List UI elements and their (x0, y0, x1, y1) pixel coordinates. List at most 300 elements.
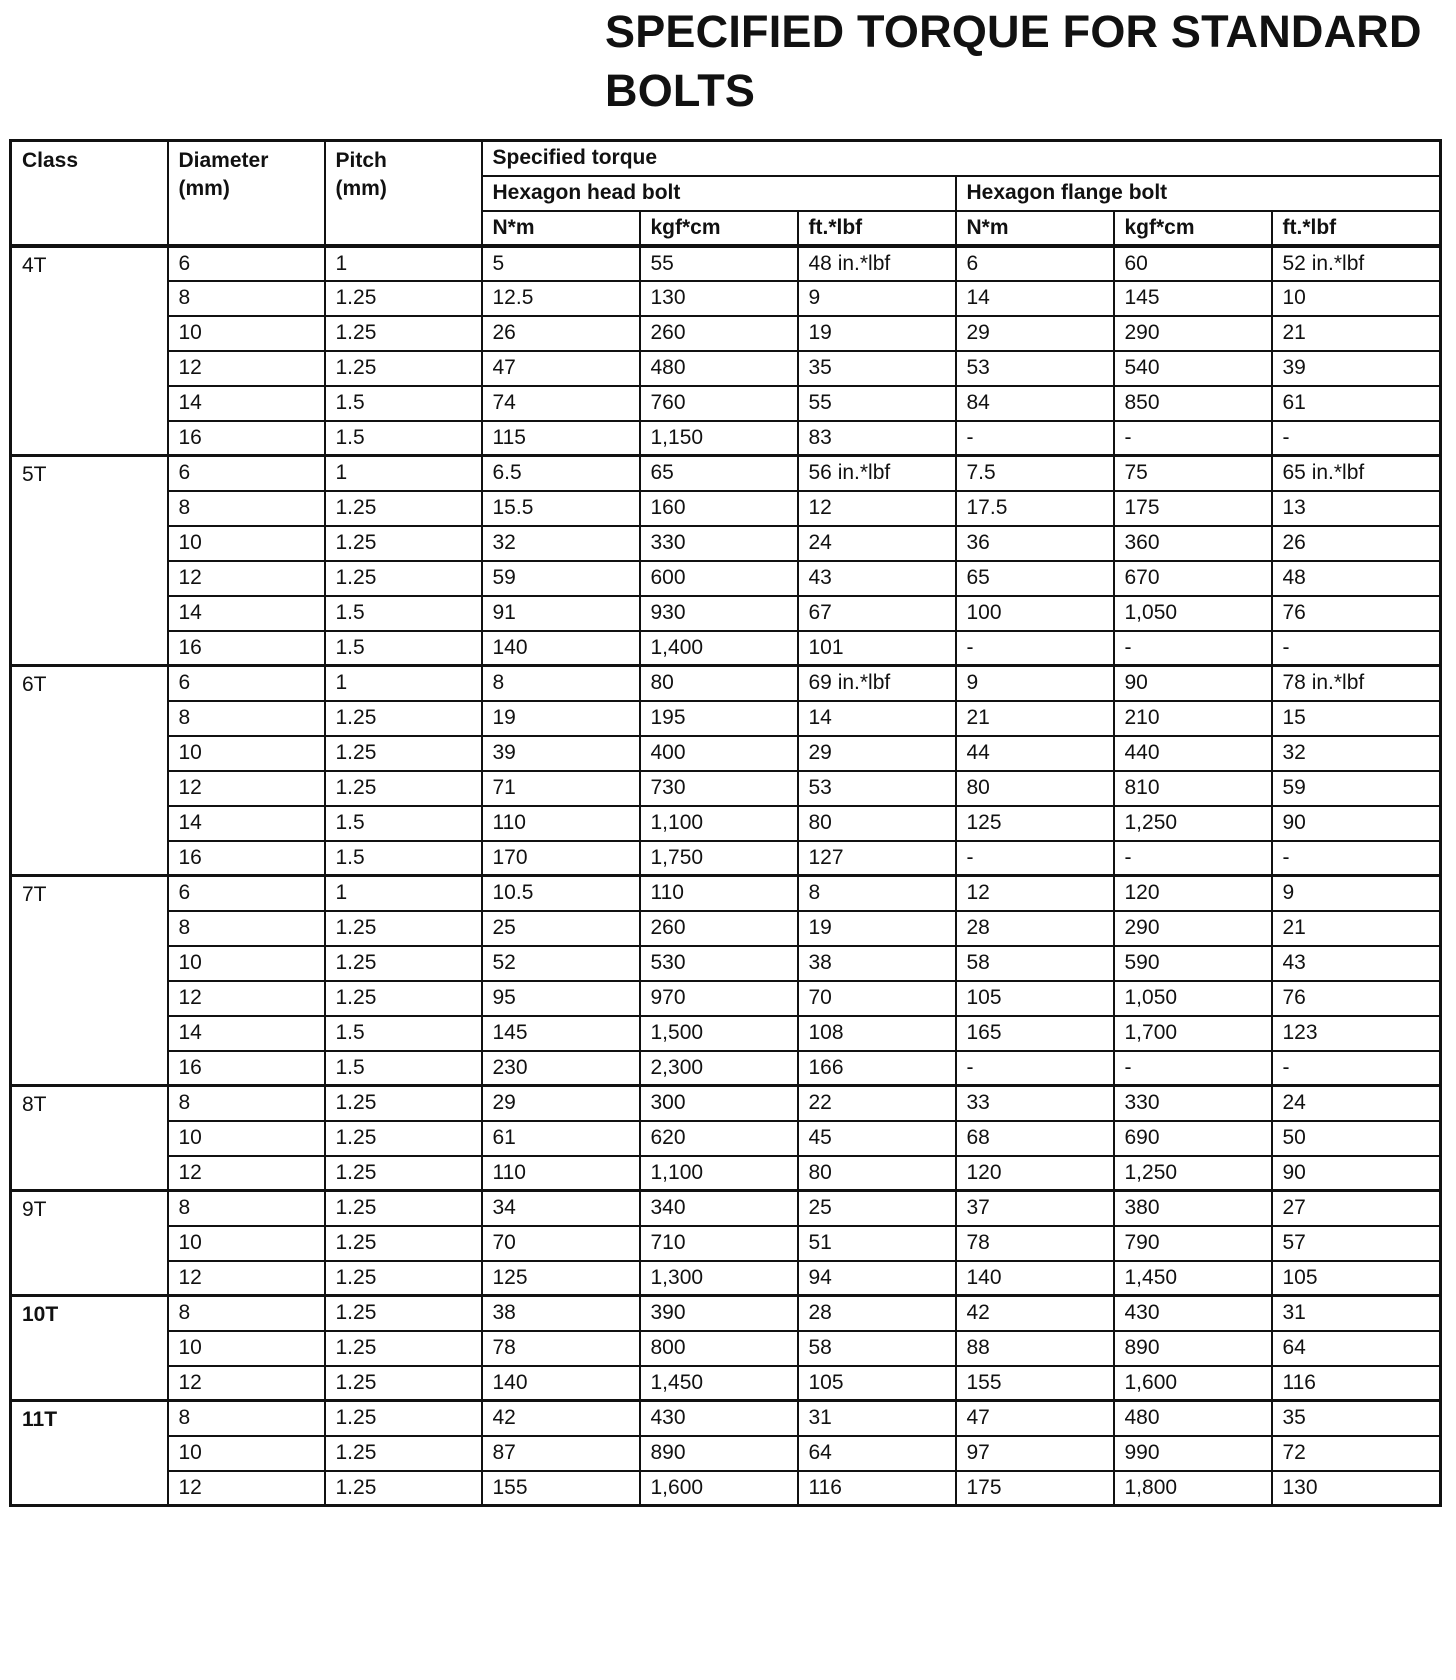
head-kgfcm-cell: 160 (640, 491, 798, 526)
pitch-cell: 1.25 (325, 316, 482, 351)
diameter-cell: 10 (168, 1331, 325, 1366)
flange-nm-cell: 68 (956, 1121, 1114, 1156)
flange-nm-cell: 58 (956, 946, 1114, 981)
table-row (11, 491, 1441, 526)
flange-kgfcm-cell: - (1114, 421, 1272, 456)
head-kgfcm-cell: 260 (640, 911, 798, 946)
table-row (11, 666, 1441, 701)
diameter-cell: 16 (168, 421, 325, 456)
flange-nm-cell: 28 (956, 911, 1114, 946)
head-ftlbf-cell: 69 in.*lbf (798, 666, 956, 701)
head-nm-cell: 115 (482, 421, 640, 456)
class-cell: 9T (11, 1191, 168, 1296)
head-nm-cell: 5 (482, 246, 640, 281)
flange-kgfcm-cell: 1,600 (1114, 1366, 1272, 1401)
flange-ftlbf-cell: 31 (1272, 1296, 1441, 1331)
diameter-cell: 12 (168, 1261, 325, 1296)
diameter-cell: 14 (168, 596, 325, 631)
head-kgfcm-cell: 80 (640, 666, 798, 701)
diameter-cell: 14 (168, 806, 325, 841)
head-kgfcm-cell: 480 (640, 351, 798, 386)
flange-ftlbf-cell: 15 (1272, 701, 1441, 736)
table-row (11, 1121, 1441, 1156)
pitch-cell: 1.5 (325, 631, 482, 666)
flange-kgfcm-cell: 590 (1114, 946, 1272, 981)
diameter-cell: 8 (168, 1401, 325, 1436)
pitch-cell: 1.25 (325, 491, 482, 526)
table-row (11, 1331, 1441, 1366)
head-kgfcm-cell: 2,300 (640, 1051, 798, 1086)
flange-ftlbf-cell: 76 (1272, 981, 1441, 1016)
flange-kgfcm-cell: 850 (1114, 386, 1272, 421)
head-kgfcm-cell: 400 (640, 736, 798, 771)
head-kgfcm-cell: 930 (640, 596, 798, 631)
head-nm-cell: 145 (482, 1016, 640, 1051)
head-ftlbf-cell: 35 (798, 351, 956, 386)
diameter-cell: 14 (168, 1016, 325, 1051)
head-kgfcm-cell: 530 (640, 946, 798, 981)
head-nm-cell: 87 (482, 1436, 640, 1471)
header-unit-flange-ftlbf: ft.*lbf (1272, 211, 1441, 246)
table-row (11, 1436, 1441, 1471)
table-row (11, 1051, 1441, 1086)
flange-nm-cell: 155 (956, 1366, 1114, 1401)
diameter-cell: 8 (168, 491, 325, 526)
flange-nm-cell: 14 (956, 281, 1114, 316)
pitch-cell: 1 (325, 876, 482, 911)
head-nm-cell: 47 (482, 351, 640, 386)
flange-ftlbf-cell: 48 (1272, 561, 1441, 596)
table-row (11, 351, 1441, 386)
flange-nm-cell: 97 (956, 1436, 1114, 1471)
head-kgfcm-cell: 1,500 (640, 1016, 798, 1051)
head-ftlbf-cell: 94 (798, 1261, 956, 1296)
torque-table (9, 139, 1442, 1507)
class-cell: 7T (11, 876, 168, 1086)
pitch-cell: 1 (325, 246, 482, 281)
flange-nm-cell: 36 (956, 526, 1114, 561)
flange-ftlbf-cell: 105 (1272, 1261, 1441, 1296)
diameter-cell: 8 (168, 701, 325, 736)
flange-nm-cell: 88 (956, 1331, 1114, 1366)
header-pitch (325, 141, 482, 246)
header-hexagon-flange-bolt: Hexagon flange bolt (956, 176, 1441, 211)
pitch-cell: 1.25 (325, 1261, 482, 1296)
pitch-cell: 1.25 (325, 1121, 482, 1156)
head-ftlbf-cell: 24 (798, 526, 956, 561)
diameter-cell: 10 (168, 1226, 325, 1261)
pitch-cell: 1.25 (325, 281, 482, 316)
head-kgfcm-cell: 55 (640, 246, 798, 281)
flange-nm-cell: 53 (956, 351, 1114, 386)
flange-kgfcm-cell: 790 (1114, 1226, 1272, 1261)
head-kgfcm-cell: 1,600 (640, 1471, 798, 1506)
class-cell: 4T (11, 246, 168, 456)
head-kgfcm-cell: 710 (640, 1226, 798, 1261)
flange-ftlbf-cell: 52 in.*lbf (1272, 246, 1441, 281)
flange-kgfcm-cell: 1,700 (1114, 1016, 1272, 1051)
pitch-cell: 1.25 (325, 1226, 482, 1261)
diameter-cell: 16 (168, 1051, 325, 1086)
head-nm-cell: 29 (482, 1086, 640, 1121)
head-ftlbf-cell: 55 (798, 386, 956, 421)
table-row (11, 841, 1441, 876)
class-cell: 6T (11, 666, 168, 876)
table-row (11, 1401, 1441, 1436)
flange-nm-cell: 21 (956, 701, 1114, 736)
flange-kgfcm-cell: - (1114, 631, 1272, 666)
flange-ftlbf-cell: 59 (1272, 771, 1441, 806)
head-ftlbf-cell: 64 (798, 1436, 956, 1471)
head-ftlbf-cell: 56 in.*lbf (798, 456, 956, 491)
table-row (11, 1261, 1441, 1296)
pitch-cell: 1.25 (325, 526, 482, 561)
diameter-cell: 12 (168, 981, 325, 1016)
head-nm-cell: 12.5 (482, 281, 640, 316)
head-ftlbf-cell: 25 (798, 1191, 956, 1226)
head-ftlbf-cell: 58 (798, 1331, 956, 1366)
flange-nm-cell: 42 (956, 1296, 1114, 1331)
header-specified-torque: Specified torque (482, 141, 1441, 176)
flange-ftlbf-cell: 65 in.*lbf (1272, 456, 1441, 491)
diameter-cell: 14 (168, 386, 325, 421)
diameter-cell: 12 (168, 1366, 325, 1401)
table-row (11, 386, 1441, 421)
head-kgfcm-cell: 260 (640, 316, 798, 351)
head-ftlbf-cell: 80 (798, 1156, 956, 1191)
diameter-cell: 12 (168, 1156, 325, 1191)
diameter-cell: 6 (168, 246, 325, 281)
head-kgfcm-cell: 430 (640, 1401, 798, 1436)
diameter-cell: 12 (168, 351, 325, 386)
pitch-cell: 1.25 (325, 1366, 482, 1401)
flange-nm-cell: 9 (956, 666, 1114, 701)
head-ftlbf-cell: 19 (798, 911, 956, 946)
flange-nm-cell: - (956, 421, 1114, 456)
table-row (11, 1471, 1441, 1506)
diameter-cell: 8 (168, 1191, 325, 1226)
flange-ftlbf-cell: 43 (1272, 946, 1441, 981)
pitch-cell: 1 (325, 666, 482, 701)
flange-nm-cell: 29 (956, 316, 1114, 351)
table-row (11, 1296, 1441, 1331)
flange-nm-cell: 37 (956, 1191, 1114, 1226)
flange-ftlbf-cell: 64 (1272, 1331, 1441, 1366)
pitch-cell: 1.5 (325, 1051, 482, 1086)
head-ftlbf-cell: 127 (798, 841, 956, 876)
head-kgfcm-cell: 600 (640, 561, 798, 596)
flange-nm-cell: 17.5 (956, 491, 1114, 526)
diameter-cell: 10 (168, 1436, 325, 1471)
pitch-cell: 1.25 (325, 1086, 482, 1121)
flange-kgfcm-cell: 670 (1114, 561, 1272, 596)
pitch-cell: 1.25 (325, 561, 482, 596)
flange-nm-cell: 47 (956, 1401, 1114, 1436)
flange-kgfcm-cell: 210 (1114, 701, 1272, 736)
diameter-cell: 10 (168, 316, 325, 351)
pitch-cell: 1.25 (325, 1331, 482, 1366)
head-ftlbf-cell: 108 (798, 1016, 956, 1051)
head-nm-cell: 170 (482, 841, 640, 876)
table-row (11, 1016, 1441, 1051)
flange-kgfcm-cell: 440 (1114, 736, 1272, 771)
flange-nm-cell: 7.5 (956, 456, 1114, 491)
flange-kgfcm-cell: 330 (1114, 1086, 1272, 1121)
head-ftlbf-cell: 116 (798, 1471, 956, 1506)
class-cell: 10T (11, 1296, 168, 1401)
pitch-cell: 1.25 (325, 701, 482, 736)
head-nm-cell: 78 (482, 1331, 640, 1366)
flange-kgfcm-cell: 380 (1114, 1191, 1272, 1226)
flange-kgfcm-cell: - (1114, 841, 1272, 876)
head-nm-cell: 71 (482, 771, 640, 806)
pitch-cell: 1.25 (325, 1471, 482, 1506)
flange-kgfcm-cell: 360 (1114, 526, 1272, 561)
head-nm-cell: 59 (482, 561, 640, 596)
diameter-cell: 6 (168, 876, 325, 911)
head-kgfcm-cell: 340 (640, 1191, 798, 1226)
table-row (11, 1366, 1441, 1401)
head-nm-cell: 32 (482, 526, 640, 561)
diameter-cell: 10 (168, 1121, 325, 1156)
table-row (11, 981, 1441, 1016)
table-row (11, 631, 1441, 666)
head-ftlbf-cell: 53 (798, 771, 956, 806)
flange-kgfcm-cell: 120 (1114, 876, 1272, 911)
head-ftlbf-cell: 14 (798, 701, 956, 736)
table-row (11, 596, 1441, 631)
head-kgfcm-cell: 1,400 (640, 631, 798, 666)
diameter-cell: 8 (168, 1086, 325, 1121)
diameter-cell: 12 (168, 561, 325, 596)
flange-kgfcm-cell: 890 (1114, 1331, 1272, 1366)
head-nm-cell: 91 (482, 596, 640, 631)
flange-kgfcm-cell: 810 (1114, 771, 1272, 806)
head-kgfcm-cell: 890 (640, 1436, 798, 1471)
flange-nm-cell: 80 (956, 771, 1114, 806)
flange-kgfcm-cell: 75 (1114, 456, 1272, 491)
head-nm-cell: 34 (482, 1191, 640, 1226)
head-ftlbf-cell: 45 (798, 1121, 956, 1156)
head-kgfcm-cell: 760 (640, 386, 798, 421)
head-kgfcm-cell: 1,150 (640, 421, 798, 456)
flange-ftlbf-cell: 50 (1272, 1121, 1441, 1156)
header-unit-flange-nm: N*m (956, 211, 1114, 246)
flange-nm-cell: 165 (956, 1016, 1114, 1051)
flange-kgfcm-cell: 1,050 (1114, 981, 1272, 1016)
head-nm-cell: 8 (482, 666, 640, 701)
head-ftlbf-cell: 38 (798, 946, 956, 981)
table-row (11, 946, 1441, 981)
page-title: SPECIFIED TORQUE FOR STANDARD BOLTS (605, 6, 1422, 116)
diameter-cell: 12 (168, 1471, 325, 1506)
pitch-cell: 1.25 (325, 1156, 482, 1191)
pitch-cell: 1.25 (325, 1436, 482, 1471)
head-ftlbf-cell: 19 (798, 316, 956, 351)
pitch-cell: 1.25 (325, 1191, 482, 1226)
table-row (11, 281, 1441, 316)
table-row (11, 1156, 1441, 1191)
flange-nm-cell: 105 (956, 981, 1114, 1016)
head-kgfcm-cell: 1,100 (640, 806, 798, 841)
head-kgfcm-cell: 110 (640, 876, 798, 911)
head-ftlbf-cell: 12 (798, 491, 956, 526)
head-kgfcm-cell: 1,100 (640, 1156, 798, 1191)
table-row (11, 246, 1441, 281)
pitch-cell: 1.5 (325, 596, 482, 631)
head-kgfcm-cell: 300 (640, 1086, 798, 1121)
table-row (11, 1226, 1441, 1261)
flange-ftlbf-cell: 21 (1272, 316, 1441, 351)
head-nm-cell: 42 (482, 1401, 640, 1436)
head-ftlbf-cell: 29 (798, 736, 956, 771)
head-ftlbf-cell: 101 (798, 631, 956, 666)
head-nm-cell: 26 (482, 316, 640, 351)
table-row (11, 456, 1441, 491)
flange-ftlbf-cell: - (1272, 421, 1441, 456)
diameter-cell: 6 (168, 456, 325, 491)
flange-kgfcm-cell: 990 (1114, 1436, 1272, 1471)
pitch-cell: 1.25 (325, 981, 482, 1016)
head-nm-cell: 110 (482, 1156, 640, 1191)
table-row (11, 1086, 1441, 1121)
head-ftlbf-cell: 48 in.*lbf (798, 246, 956, 281)
flange-kgfcm-cell: 1,450 (1114, 1261, 1272, 1296)
flange-ftlbf-cell: 32 (1272, 736, 1441, 771)
head-ftlbf-cell: 51 (798, 1226, 956, 1261)
flange-ftlbf-cell: 9 (1272, 876, 1441, 911)
header-unit-flange-kgfcm: kgf*cm (1114, 211, 1272, 246)
flange-nm-cell: - (956, 841, 1114, 876)
flange-kgfcm-cell: 1,250 (1114, 806, 1272, 841)
flange-kgfcm-cell: 690 (1114, 1121, 1272, 1156)
table-row (11, 911, 1441, 946)
flange-nm-cell: 65 (956, 561, 1114, 596)
header-unit-head-nm: N*m (482, 211, 640, 246)
head-nm-cell: 6.5 (482, 456, 640, 491)
header-unit-head-kgfcm: kgf*cm (640, 211, 798, 246)
head-ftlbf-cell: 67 (798, 596, 956, 631)
pitch-cell: 1.25 (325, 771, 482, 806)
table-row (11, 1191, 1441, 1226)
head-ftlbf-cell: 8 (798, 876, 956, 911)
diameter-cell: 8 (168, 281, 325, 316)
flange-nm-cell: - (956, 1051, 1114, 1086)
pitch-cell: 1 (325, 456, 482, 491)
head-nm-cell: 38 (482, 1296, 640, 1331)
head-kgfcm-cell: 970 (640, 981, 798, 1016)
pitch-cell: 1.5 (325, 421, 482, 456)
flange-nm-cell: - (956, 631, 1114, 666)
flange-nm-cell: 125 (956, 806, 1114, 841)
flange-kgfcm-cell: 540 (1114, 351, 1272, 386)
head-nm-cell: 70 (482, 1226, 640, 1261)
head-nm-cell: 95 (482, 981, 640, 1016)
table-row (11, 561, 1441, 596)
pitch-cell: 1.25 (325, 1296, 482, 1331)
flange-ftlbf-cell: 13 (1272, 491, 1441, 526)
pitch-cell: 1.5 (325, 1016, 482, 1051)
head-ftlbf-cell: 9 (798, 281, 956, 316)
flange-nm-cell: 33 (956, 1086, 1114, 1121)
table-row (11, 771, 1441, 806)
diameter-cell: 12 (168, 771, 325, 806)
table-row (11, 701, 1441, 736)
head-kgfcm-cell: 195 (640, 701, 798, 736)
header-unit-head-ftlbf: ft.*lbf (798, 211, 956, 246)
pitch-cell: 1.25 (325, 736, 482, 771)
diameter-cell: 6 (168, 666, 325, 701)
table-row (11, 736, 1441, 771)
head-ftlbf-cell: 70 (798, 981, 956, 1016)
head-nm-cell: 140 (482, 631, 640, 666)
head-nm-cell: 39 (482, 736, 640, 771)
header-diameter-label: Diameter (mm) (178, 149, 269, 200)
flange-ftlbf-cell: 24 (1272, 1086, 1441, 1121)
head-nm-cell: 155 (482, 1471, 640, 1506)
diameter-cell: 8 (168, 911, 325, 946)
flange-ftlbf-cell: 123 (1272, 1016, 1441, 1051)
head-nm-cell: 10.5 (482, 876, 640, 911)
pitch-cell: 1.25 (325, 946, 482, 981)
flange-nm-cell: 140 (956, 1261, 1114, 1296)
flange-ftlbf-cell: - (1272, 631, 1441, 666)
flange-kgfcm-cell: 290 (1114, 911, 1272, 946)
class-cell: 11T (11, 1401, 168, 1506)
flange-ftlbf-cell: - (1272, 841, 1441, 876)
pitch-cell: 1.5 (325, 806, 482, 841)
flange-ftlbf-cell: 35 (1272, 1401, 1441, 1436)
head-nm-cell: 19 (482, 701, 640, 736)
flange-ftlbf-cell: 27 (1272, 1191, 1441, 1226)
head-kgfcm-cell: 390 (640, 1296, 798, 1331)
table-row (11, 806, 1441, 841)
pitch-cell: 1.5 (325, 386, 482, 421)
flange-kgfcm-cell: 290 (1114, 316, 1272, 351)
header-class: Class (11, 141, 168, 246)
diameter-cell: 10 (168, 946, 325, 981)
flange-nm-cell: 100 (956, 596, 1114, 631)
header-diameter (168, 141, 325, 246)
head-kgfcm-cell: 65 (640, 456, 798, 491)
head-nm-cell: 125 (482, 1261, 640, 1296)
flange-nm-cell: 78 (956, 1226, 1114, 1261)
flange-ftlbf-cell: 90 (1272, 1156, 1441, 1191)
flange-nm-cell: 84 (956, 386, 1114, 421)
head-nm-cell: 52 (482, 946, 640, 981)
flange-ftlbf-cell: 26 (1272, 526, 1441, 561)
flange-ftlbf-cell: 61 (1272, 386, 1441, 421)
head-kgfcm-cell: 730 (640, 771, 798, 806)
head-ftlbf-cell: 22 (798, 1086, 956, 1121)
flange-ftlbf-cell: 116 (1272, 1366, 1441, 1401)
head-ftlbf-cell: 83 (798, 421, 956, 456)
table-row (11, 526, 1441, 561)
head-kgfcm-cell: 330 (640, 526, 798, 561)
head-nm-cell: 15.5 (482, 491, 640, 526)
head-nm-cell: 61 (482, 1121, 640, 1156)
diameter-cell: 10 (168, 736, 325, 771)
flange-ftlbf-cell: 10 (1272, 281, 1441, 316)
header-pitch-label: Pitch (mm) (335, 149, 387, 200)
class-cell: 5T (11, 456, 168, 666)
flange-kgfcm-cell: 1,050 (1114, 596, 1272, 631)
head-nm-cell: 140 (482, 1366, 640, 1401)
diameter-cell: 16 (168, 631, 325, 666)
diameter-cell: 10 (168, 526, 325, 561)
head-kgfcm-cell: 1,300 (640, 1261, 798, 1296)
head-nm-cell: 74 (482, 386, 640, 421)
